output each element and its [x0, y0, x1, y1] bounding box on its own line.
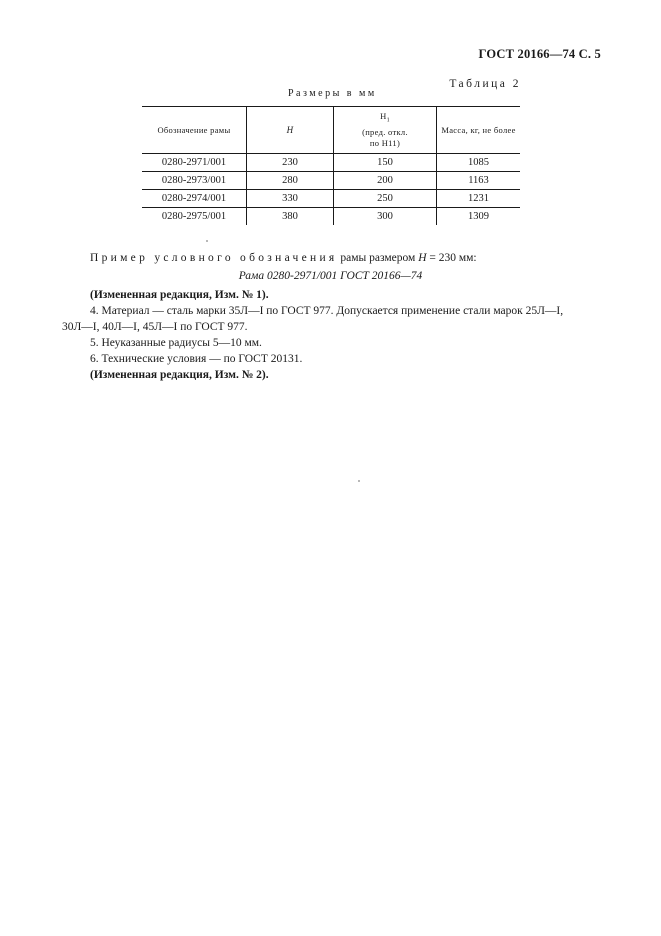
cell-h1: 200: [334, 172, 437, 190]
cell-designation: 0280-2975/001: [161, 211, 227, 222]
table-header-row: [142, 107, 520, 154]
cell-h: 280: [247, 172, 334, 190]
page-header: ГОСТ 20166—74 С. 5: [478, 47, 601, 61]
table-caption: Таблица 2: [449, 78, 521, 90]
cell-mass: 1231: [437, 190, 521, 208]
cell-h: 330: [247, 190, 334, 208]
dimensions-table: [142, 106, 520, 225]
change-note-1: (Измененная редакция, Изм. № 1).: [90, 289, 269, 301]
scan-speck: [206, 240, 208, 242]
cell-h1: 300: [334, 208, 437, 226]
cell-mass: 1085: [437, 154, 521, 172]
item-4-line-1: 4. Материал — сталь марки 35Л—I по ГОСТ 977. Допускается применение стали марок 25Л—I,: [90, 305, 564, 317]
example-variable: H: [418, 252, 427, 264]
table-row: [142, 190, 520, 208]
cell-designation: 0280-2971/001: [142, 154, 247, 172]
example-text: рамы размером: [340, 252, 416, 264]
item-4-line-2: 30Л—I, 40Л—I, 45Л—I по ГОСТ 977.: [62, 321, 248, 333]
cell-h: 230: [247, 154, 334, 172]
item-5: 5. Неуказанные радиусы 5—10 мм.: [90, 337, 262, 349]
example-designation: Рама 0280-2971/001 ГОСТ 20166—74: [238, 270, 423, 282]
col-mass: Масса, кг, не более: [437, 107, 521, 154]
scan-speck: [358, 480, 360, 482]
col-h1-note1: (пред. откл.: [362, 126, 408, 137]
cell-mass: 1163: [437, 172, 521, 190]
cell-h: 380: [247, 208, 334, 226]
col-h: H: [247, 107, 334, 154]
example-line: [90, 252, 477, 264]
col-h1-note2: по H11): [369, 137, 401, 148]
item-6: 6. Технические условия — по ГОСТ 20131.: [90, 353, 303, 365]
col-h1: [334, 107, 437, 154]
table-units: Размеры в мм: [288, 88, 377, 99]
cell-designation: 0280-2973/001: [142, 172, 247, 190]
col-h1-subscript: 1: [386, 117, 390, 124]
col-designation: Обозначение рамы: [142, 107, 247, 154]
change-note-2: (Измененная редакция, Изм. № 2).: [90, 369, 269, 381]
cell-h1: 150: [334, 154, 437, 172]
table-row: [142, 172, 520, 190]
cell-designation: 0280-2974/001: [142, 190, 247, 208]
example-value: = 230 мм:: [429, 252, 477, 264]
col-h1-symbol: H: [380, 111, 387, 122]
example-heading: Пример условного обозначения: [90, 252, 338, 264]
cell-h1: 250: [334, 190, 437, 208]
cell-mass: 1309: [437, 208, 521, 226]
table-row: [142, 208, 520, 226]
table-row: [142, 154, 520, 172]
